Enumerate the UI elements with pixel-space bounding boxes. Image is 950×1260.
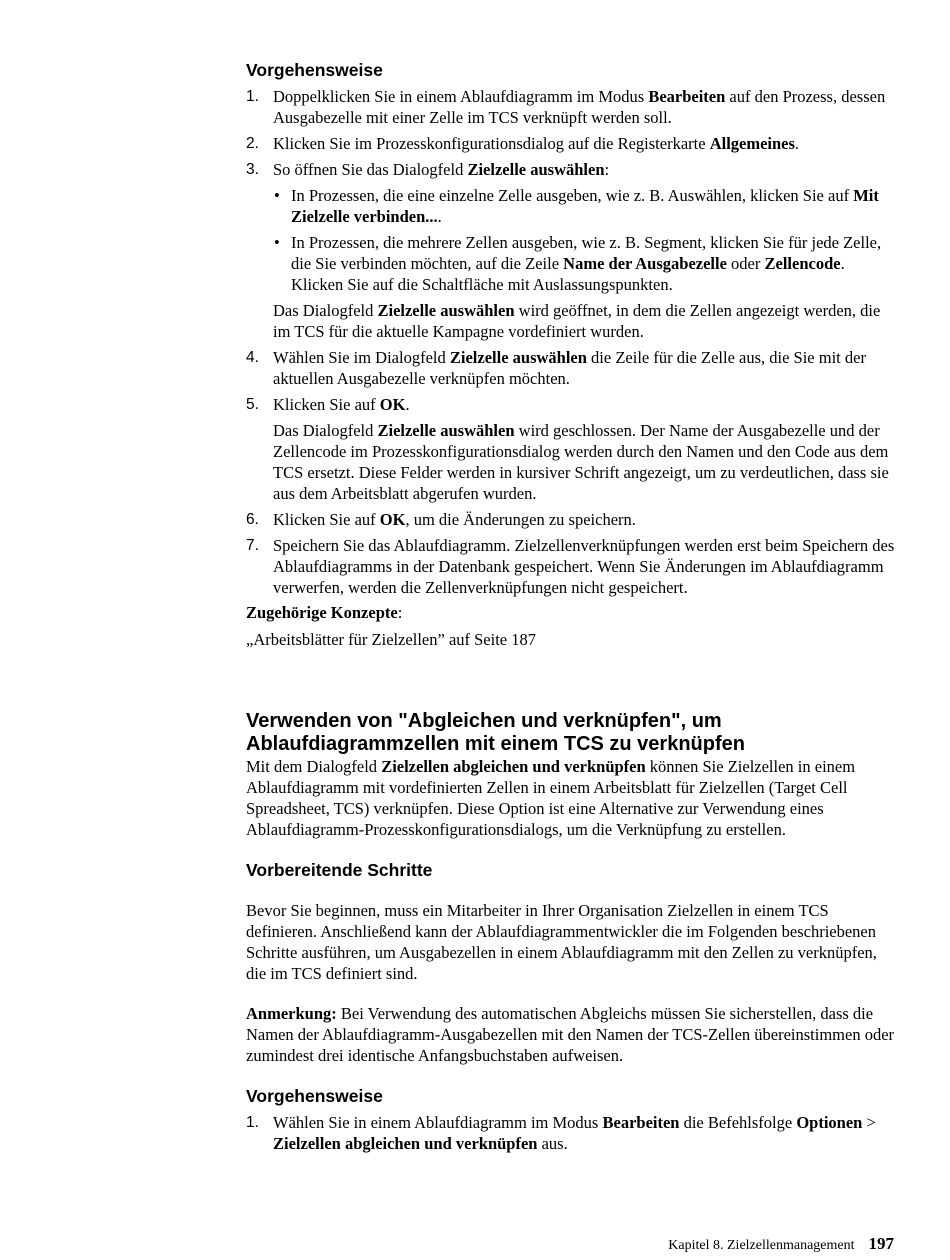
step-number: 1. (246, 88, 259, 105)
step-1: 1. Doppelklicken Sie in einem Ablaufdiagramm im Modus Bearbeiten auf den Prozess, dessen Ausgabezelle mit einer Zelle im TCS verknüpft werden soll. (246, 87, 886, 127)
procedure-steps (246, 86, 896, 598)
procedure-steps-2 (246, 1112, 896, 1154)
step-3-result: Das Dialogfeld Zielzelle auswählen wird geöffnet, in dem die Zellen angezeigt werden, die im TCS für die aktuelle Kampagne vordefiniert wurden. (273, 301, 881, 341)
bullet-icon: • (274, 186, 280, 205)
step-3: 3. So öffnen Sie das Dialogfeld Zielzelle auswählen: • In Prozessen, die eine einzelne Zelle ausgeben, wie z. B. Auswählen, klicken Sie auf Mit Zielzelle verbinden.... • In Prozessen, die mehrere Zellen ausgeben, wie z. B. Segment, klicken Sie für jede Zelle, die Sie verbinden möchten, auf die Zeile Name der Ausgabezelle oder Zellencode. Klicken Sie auf die Schaltfläche mit Auslassungspunkten. Das Dialogfeld Zielzelle auswählen wird geöffnet, in dem die Zellen angezeigt werden, die im TCS für die aktuelle Kampagne vordefiniert wurden. (246, 159, 896, 342)
step-4: 4. Wählen Sie im Dialogfeld Zielzelle auswählen die Zeile für die Zelle aus, die Sie mit der aktuellen Ausgabezelle verknüpfen möchten. (246, 348, 866, 388)
step-1: 1. Wählen Sie in einem Ablaufdiagramm im Modus Bearbeiten die Befehlsfolge Optionen > Zielzellen abgleichen und verknüpfen aus. (246, 1113, 876, 1153)
step-number: 3. (246, 161, 259, 178)
step-number: 1. (246, 1114, 259, 1131)
chapter-title: Kapitel 8. Zielzellenmanagement (668, 1238, 855, 1253)
section-title: Verwenden von "Abgleichen und verknüpfen", um Ablaufdiagrammzellen mit einem TCS zu verknüpfen (246, 710, 745, 755)
intro-paragraph: Mit dem Dialogfeld Zielzellen abgleichen und verknüpfen können Sie Zielzellen in einem Ablaufdiagramm mit vordefinierten Zellen in einem Arbeitsblatt für Zielzellen (Target Cell Spreadsheet, TCS) verknüpfen. Diese Option ist eine Alternative zur Verwendung eines Ablaufdiagramm-Prozesskonfigurationsdialogs, um die Verknüpfung zu erstellen. (246, 757, 856, 839)
note-paragraph: Anmerkung: Bei Verwendung des automatischen Abgleichs müssen Sie sicherstellen, dass die Namen der Ablaufdiagramm-Ausgabezellen mit den Namen der TCS-Zellen übereinstimmen oder zumindest drei identische Anfangsbuchstaben aufweisen. (246, 1004, 895, 1065)
step-2: 2. Klicken Sie im Prozesskonfigurationsdialog auf die Registerkarte Allgemeines. (246, 134, 800, 153)
prerequisites-heading: Vorbereitende Schritte (246, 860, 433, 880)
section-heading-procedure-2: Vorgehensweise (246, 1086, 383, 1106)
page-content (246, 58, 896, 1159)
step-5-result: Das Dialogfeld Zielzelle auswählen wird geschlossen. Der Name der Ausgabezelle und der Zellencode im Prozesskonfigurationsdialog werden durch den Namen und den Code aus dem TCS ersetzt. Diese Felder werden in kursiver Schrift angezeigt, um zu verdeutlichen, dass sie aus dem Arbeitsblatt abgerufen wurden. (273, 421, 889, 503)
step-number: 2. (246, 135, 259, 152)
related-concepts-label: Zugehörige Konzepte: (246, 603, 403, 622)
bullet-item-single-cell: • In Prozessen, die eine einzelne Zelle ausgeben, wie z. B. Auswählen, klicken Sie auf Mit Zielzelle verbinden.... (274, 186, 879, 226)
bullet-item-multi-cell: • In Prozessen, die mehrere Zellen ausgeben, wie z. B. Segment, klicken Sie für jede Zelle, die Sie verbinden möchten, auf die Zeile Name der Ausgabezelle oder Zellencode. Klicken Sie auf die Schaltfläche mit Auslassungspunkten. (274, 233, 882, 294)
step-number: 7. (246, 537, 259, 554)
prerequisites-paragraph: Bevor Sie beginnen, muss ein Mitarbeiter in Ihrer Organisation Zielzellen in einem TCS definieren. Anschließend kann der Ablaufdiagrammentwickler die im Folgenden beschriebenen Schritte ausführen, um Ausgabezellen in einem Ablaufdiagramm mit den Zellen zu verknüpfen, die im TCS definiert sind. (246, 901, 877, 983)
step-7: 7. Speichern Sie das Ablaufdiagramm. Zielzellenverknüpfungen werden erst beim Speichern des Ablaufdiagramms in der Datenbank gespeichert. Wenn Sie Änderungen im Ablaufdiagramm verwerfen, werden die Zellenverknüpfungen nicht gespeichert. (246, 536, 895, 597)
section-heading-procedure: Vorgehensweise (246, 60, 383, 80)
step-5: 5. Klicken Sie auf OK. Das Dialogfeld Zielzelle auswählen wird geschlossen. Der Name der Ausgabezelle und der Zellencode im Prozesskonfigurationsdialog werden durch den Namen und den Code aus dem TCS ersetzt. Diese Felder werden in kursiver Schrift angezeigt, um zu verdeutlichen, dass sie aus dem Arbeitsblatt abgerufen wurden. (246, 394, 896, 504)
related-concept-link[interactable]: „Arbeitsblätter für Zielzellen” auf Seite 187 (246, 630, 536, 649)
step-number: 4. (246, 349, 259, 366)
step-number: 5. (246, 396, 259, 413)
step-number: 6. (246, 511, 259, 528)
page-footer (668, 1234, 894, 1254)
page-number: 197 (868, 1234, 894, 1253)
bullet-icon: • (274, 233, 280, 252)
step-6: 6. Klicken Sie auf OK, um die Änderungen zu speichern. (246, 510, 636, 529)
bullet-list (273, 185, 896, 295)
